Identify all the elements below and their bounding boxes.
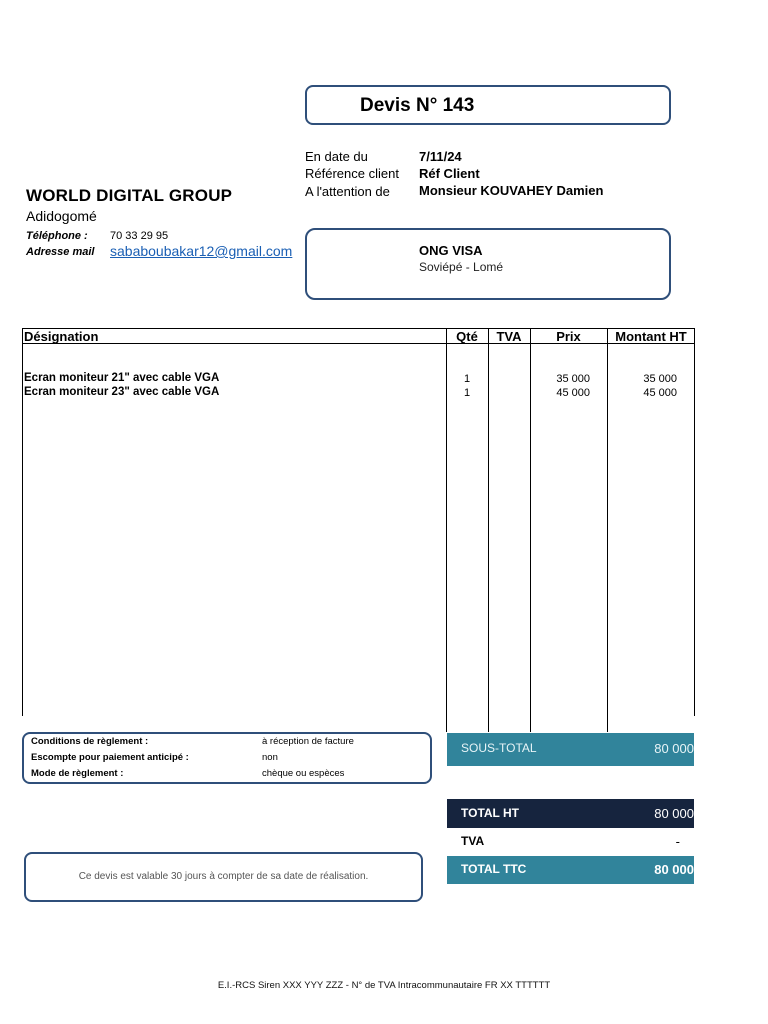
legal-footer: E.I.-RCS Siren XXX YYY ZZZ - N° de TVA Intracommunautaire FR XX TTTTTT	[217, 980, 551, 991]
client-address: Soviépé - Lomé	[419, 260, 504, 274]
validity-note: Ce devis est valable 30 jours à compter de sa date de réalisation.	[78, 871, 369, 882]
email-link[interactable]: sababoubakar12@gmail.com	[110, 243, 293, 259]
client-name: ONG VISA	[419, 243, 483, 258]
header-designation: Désignation	[24, 329, 99, 344]
document-title: Devis N° 143	[360, 95, 475, 116]
table-right-border	[694, 328, 695, 716]
row-amount: 35 000	[643, 373, 677, 385]
date-value: 7/11/24	[419, 149, 462, 164]
row-designation: Ecran moniteur 21" avec cable VGA	[24, 372, 220, 384]
phone-label: Téléphone :	[26, 230, 88, 242]
subtotal-label: SOUS-TOTAL	[461, 741, 537, 755]
tva-label: TVA	[461, 834, 485, 848]
payment-terms-label: Conditions de règlement :	[31, 736, 149, 747]
table-divider-tva	[488, 328, 489, 732]
header-price: Prix	[556, 329, 581, 344]
email-label: Adresse mail	[26, 246, 95, 258]
attention-label: A l'attention de	[305, 184, 390, 199]
header-tva: TVA	[496, 329, 522, 344]
payment-mode-value: chèque ou espèces	[262, 768, 345, 779]
payment-mode-label: Mode de règlement :	[31, 768, 124, 779]
phone-value: 70 33 29 95	[110, 230, 169, 242]
reference-label: Référence client	[305, 166, 399, 181]
header-amount: Montant HT	[615, 329, 687, 344]
row-qty: 1	[463, 387, 471, 399]
row-price: 45 000	[556, 387, 590, 399]
company-city: Adidogomé	[26, 208, 97, 224]
row-qty: 1	[463, 373, 471, 385]
discount-label: Escompte pour paiement anticipé :	[31, 752, 189, 763]
row-price: 35 000	[556, 373, 590, 385]
company-name: WORLD DIGITAL GROUP	[26, 186, 233, 205]
table-left-border	[22, 328, 23, 716]
attention-value: Monsieur KOUVAHEY Damien	[419, 183, 604, 198]
payment-terms-value: à réception de facture	[262, 736, 354, 747]
total-ht-value: 80 000	[654, 806, 694, 821]
header-qty: Qté	[456, 329, 478, 344]
reference-value: Réf Client	[419, 166, 480, 181]
total-ttc-label: TOTAL TTC	[461, 862, 527, 876]
tva-value: -	[675, 834, 680, 849]
discount-value: non	[262, 752, 278, 763]
total-ttc-value: 80 000	[654, 862, 694, 877]
subtotal-value: 80 000	[654, 741, 694, 756]
row-designation: Ecran moniteur 23" avec cable VGA	[24, 386, 220, 398]
row-amount: 45 000	[643, 387, 677, 399]
total-ht-label: TOTAL HT	[461, 806, 519, 820]
date-label: En date du	[305, 149, 368, 164]
